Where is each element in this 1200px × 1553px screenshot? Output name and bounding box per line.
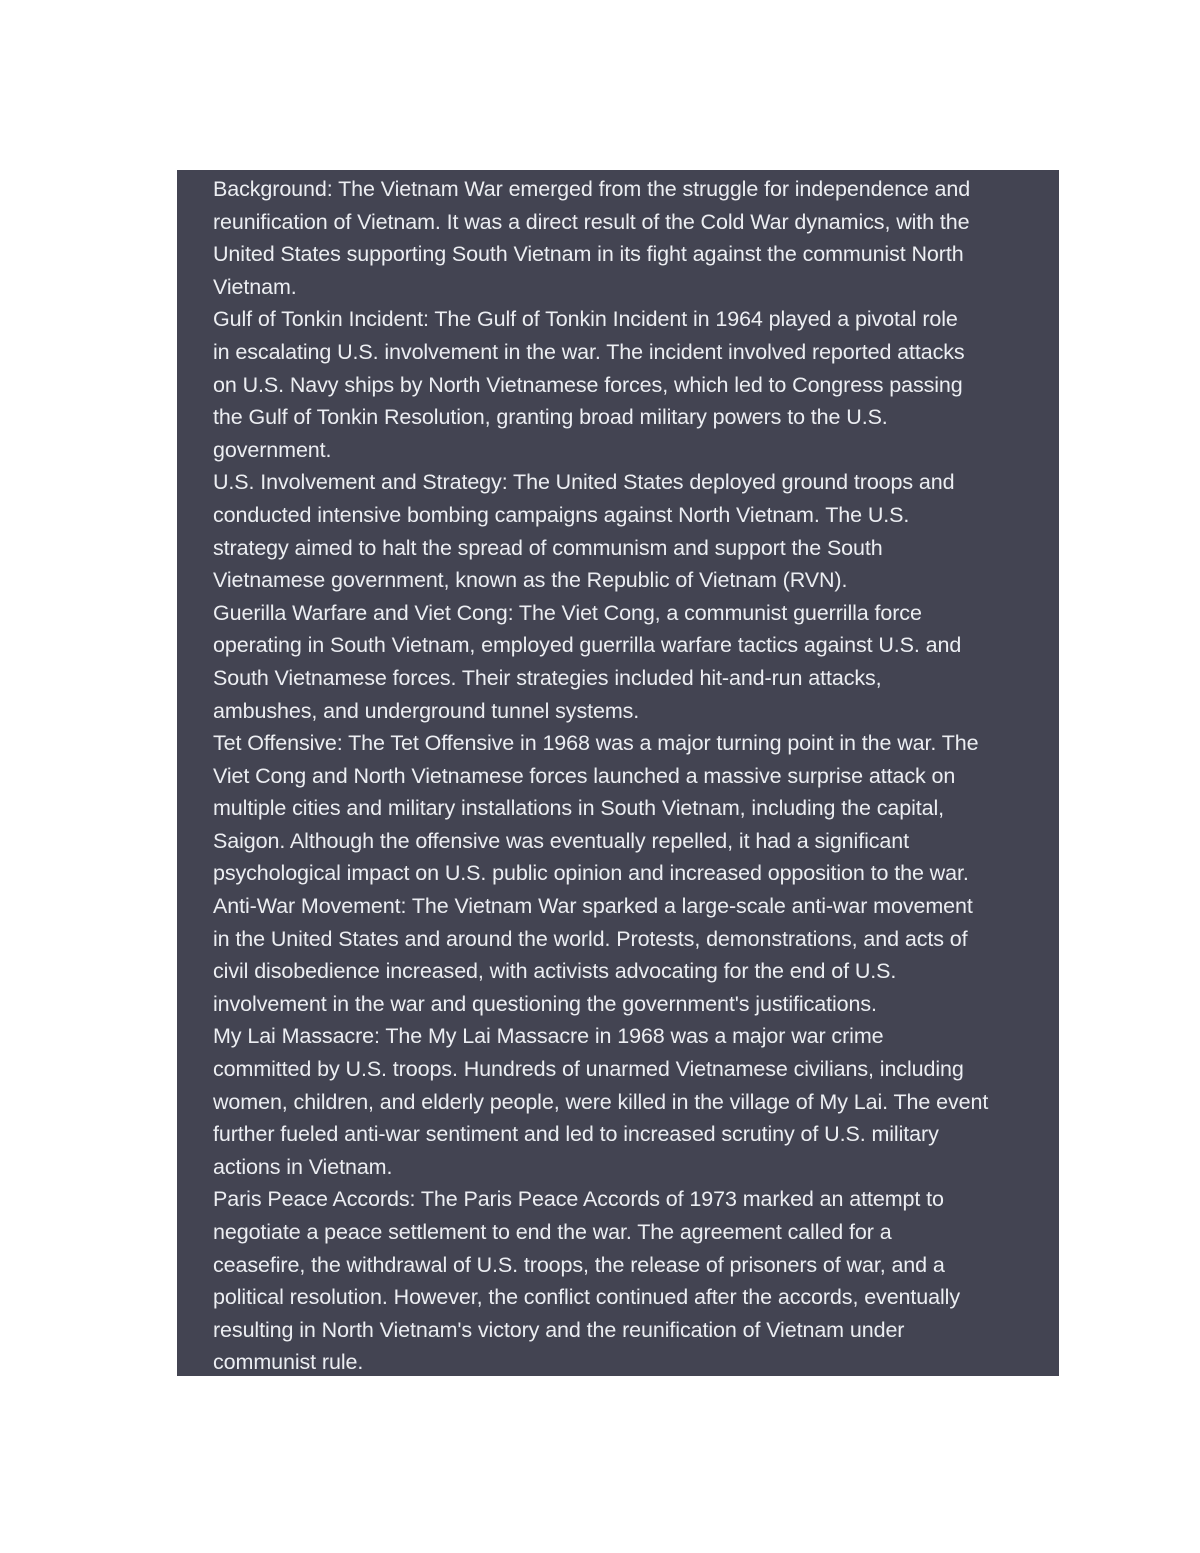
- text-line: in escalating U.S. involvement in the war. The incident involved reported attacks: [213, 339, 965, 364]
- text-line: Gulf of Tonkin Incident: The Gulf of Tonkin Incident in 1964 played a pivotal role: [213, 307, 958, 332]
- text-line: Paris Peace Accords: The Paris Peace Accords of 1973 marked an attempt to: [213, 1187, 944, 1212]
- text-line: multiple cities and military installations in South Vietnam, including the capital,: [213, 796, 945, 821]
- text-line: operating in South Vietnam, employed guerrilla warfare tactics against U.S. and: [213, 633, 962, 658]
- text-line: political resolution. However, the conflict continued after the accords, eventually: [213, 1285, 961, 1310]
- text-line: resulting in North Vietnam's victory and the reunification of Vietnam under: [213, 1317, 905, 1342]
- text-line: South Vietnamese forces. Their strategies included hit-and-run attacks,: [213, 665, 882, 690]
- text-line: on U.S. Navy ships by North Vietnamese forces, which led to Congress passing: [213, 372, 963, 397]
- text-line: communist rule.: [213, 1350, 364, 1375]
- text-line: committed by U.S. troops. Hundreds of unarmed Vietnamese civilians, including: [213, 1057, 964, 1082]
- text-line: Guerilla Warfare and Viet Cong: The Viet Cong, a communist guerrilla force: [213, 600, 922, 625]
- text-line: the Gulf of Tonkin Resolution, granting broad military powers to the U.S.: [213, 405, 888, 430]
- text-line: further fueled anti-war sentiment and led to increased scrutiny of U.S. military: [213, 1122, 939, 1147]
- text-line: Background: The Vietnam War emerged from the struggle for independence and: [213, 177, 971, 201]
- text-line: ceasefire, the withdrawal of U.S. troops, the release of prisoners of war, and a: [213, 1252, 945, 1277]
- document-body: [213, 173, 1059, 1376]
- text-line: U.S. Involvement and Strategy: The United States deployed ground troops and: [213, 470, 955, 495]
- text-line: Viet Cong and North Vietnamese forces launched a massive surprise attack on: [213, 763, 956, 788]
- text-line: negotiate a peace settlement to end the war. The agreement called for a: [213, 1220, 892, 1244]
- text-line: Anti-War Movement: The Vietnam War sparked a large-scale anti-war movement: [213, 894, 973, 919]
- text-line: conducted intensive bombing campaigns against North Vietnam. The U.S.: [213, 502, 910, 527]
- text-line: strategy aimed to halt the spread of communism and support the South: [213, 535, 883, 560]
- text-line: government.: [213, 437, 332, 462]
- text-line: Saigon. Although the offensive was eventually repelled, it had a significant: [213, 828, 910, 853]
- text-line: Vietnamese government, known as the Republic of Vietnam (RVN).: [213, 568, 848, 593]
- text-line: reunification of Vietnam. It was a direct result of the Cold War dynamics, with the: [213, 209, 970, 234]
- text-line: actions in Vietnam.: [213, 1154, 393, 1179]
- text-line: women, children, and elderly people, were killed in the village of My Lai. The event: [213, 1089, 989, 1114]
- text-line: civil disobedience increased, with activists advocating for the end of U.S.: [213, 959, 897, 984]
- text-panel: [177, 170, 1059, 1376]
- text-line: United States supporting South Vietnam in its fight against the communist North: [213, 242, 964, 267]
- text-line: in the United States and around the world. Protests, demonstrations, and acts of: [213, 926, 968, 951]
- text-line: My Lai Massacre: The My Lai Massacre in 1968 was a major war crime: [213, 1024, 884, 1049]
- text-line: ambushes, and underground tunnel systems.: [213, 698, 640, 723]
- text-line: psychological impact on U.S. public opinion and increased opposition to the war.: [213, 861, 969, 886]
- text-line: Tet Offensive: The Tet Offensive in 1968 was a major turning point in the war. The: [213, 731, 979, 756]
- text-line: Vietnam.: [213, 274, 297, 299]
- text-line: involvement in the war and questioning the government's justifications.: [213, 991, 877, 1016]
